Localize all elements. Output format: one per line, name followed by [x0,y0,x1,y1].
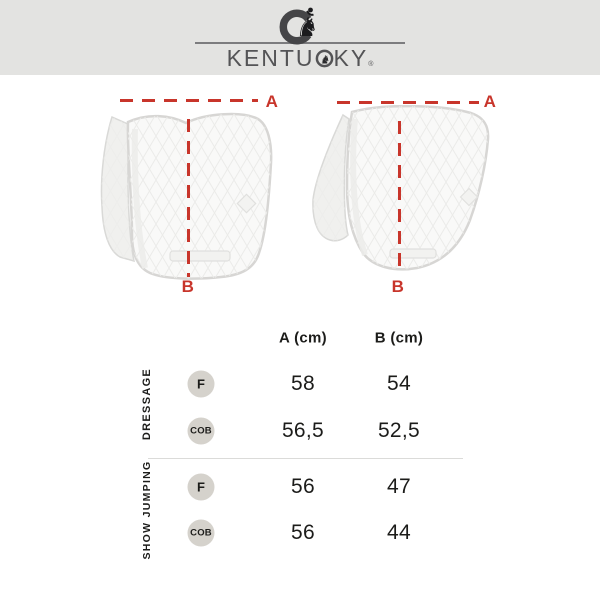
measure-label-a-dressage: A [265,92,279,111]
column-header-b: B (cm) [374,329,424,347]
table-divider [148,458,463,459]
measure-line-b-dressage [187,119,190,277]
size-badge-cob [188,520,215,547]
size-badge-label: F [197,479,205,495]
brand-text-pre: KENTU [226,45,315,71]
brand-text-post: KY [333,45,369,71]
svg-text:♞: ♞ [295,12,319,42]
column-header-a: A (cm) [279,329,327,347]
measure-label-a-jumping: A [483,92,497,111]
brand-header [0,0,600,75]
size-badge-label: COB [190,425,212,437]
brand-wordmark [0,45,600,72]
table-cell: 52,5 [377,419,421,442]
registered-trademark: ® [368,61,374,68]
size-badge-cob [188,418,215,445]
section-label-show-jumping: SHOW JUMPING [141,460,153,560]
measure-label-b-dressage: B [181,277,195,296]
measure-line-a-jumping [337,101,479,104]
size-badge-label: COB [190,527,212,539]
brand-c-horse-icon [315,49,334,68]
table-cell: 56,5 [281,419,325,442]
svg-text:♞: ♞ [317,54,330,67]
measure-line-b-jumping [398,121,401,273]
table-cell: 56 [291,475,315,498]
section-label-dressage: DRESSAGE [141,367,153,441]
table-cell: 54 [387,372,411,395]
table-cell: 58 [291,372,315,395]
table-cell: 56 [291,521,315,544]
size-badge-label: F [197,376,205,392]
size-badge-full [188,371,215,398]
measure-label-b-jumping: B [391,277,405,296]
measure-line-a-dressage [120,99,258,102]
table-cell: 47 [387,475,411,498]
table-cell: 44 [387,521,411,544]
size-badge-full [188,474,215,501]
horse-rider-logo-icon [276,3,324,47]
dressage-pad-image [78,103,278,283]
